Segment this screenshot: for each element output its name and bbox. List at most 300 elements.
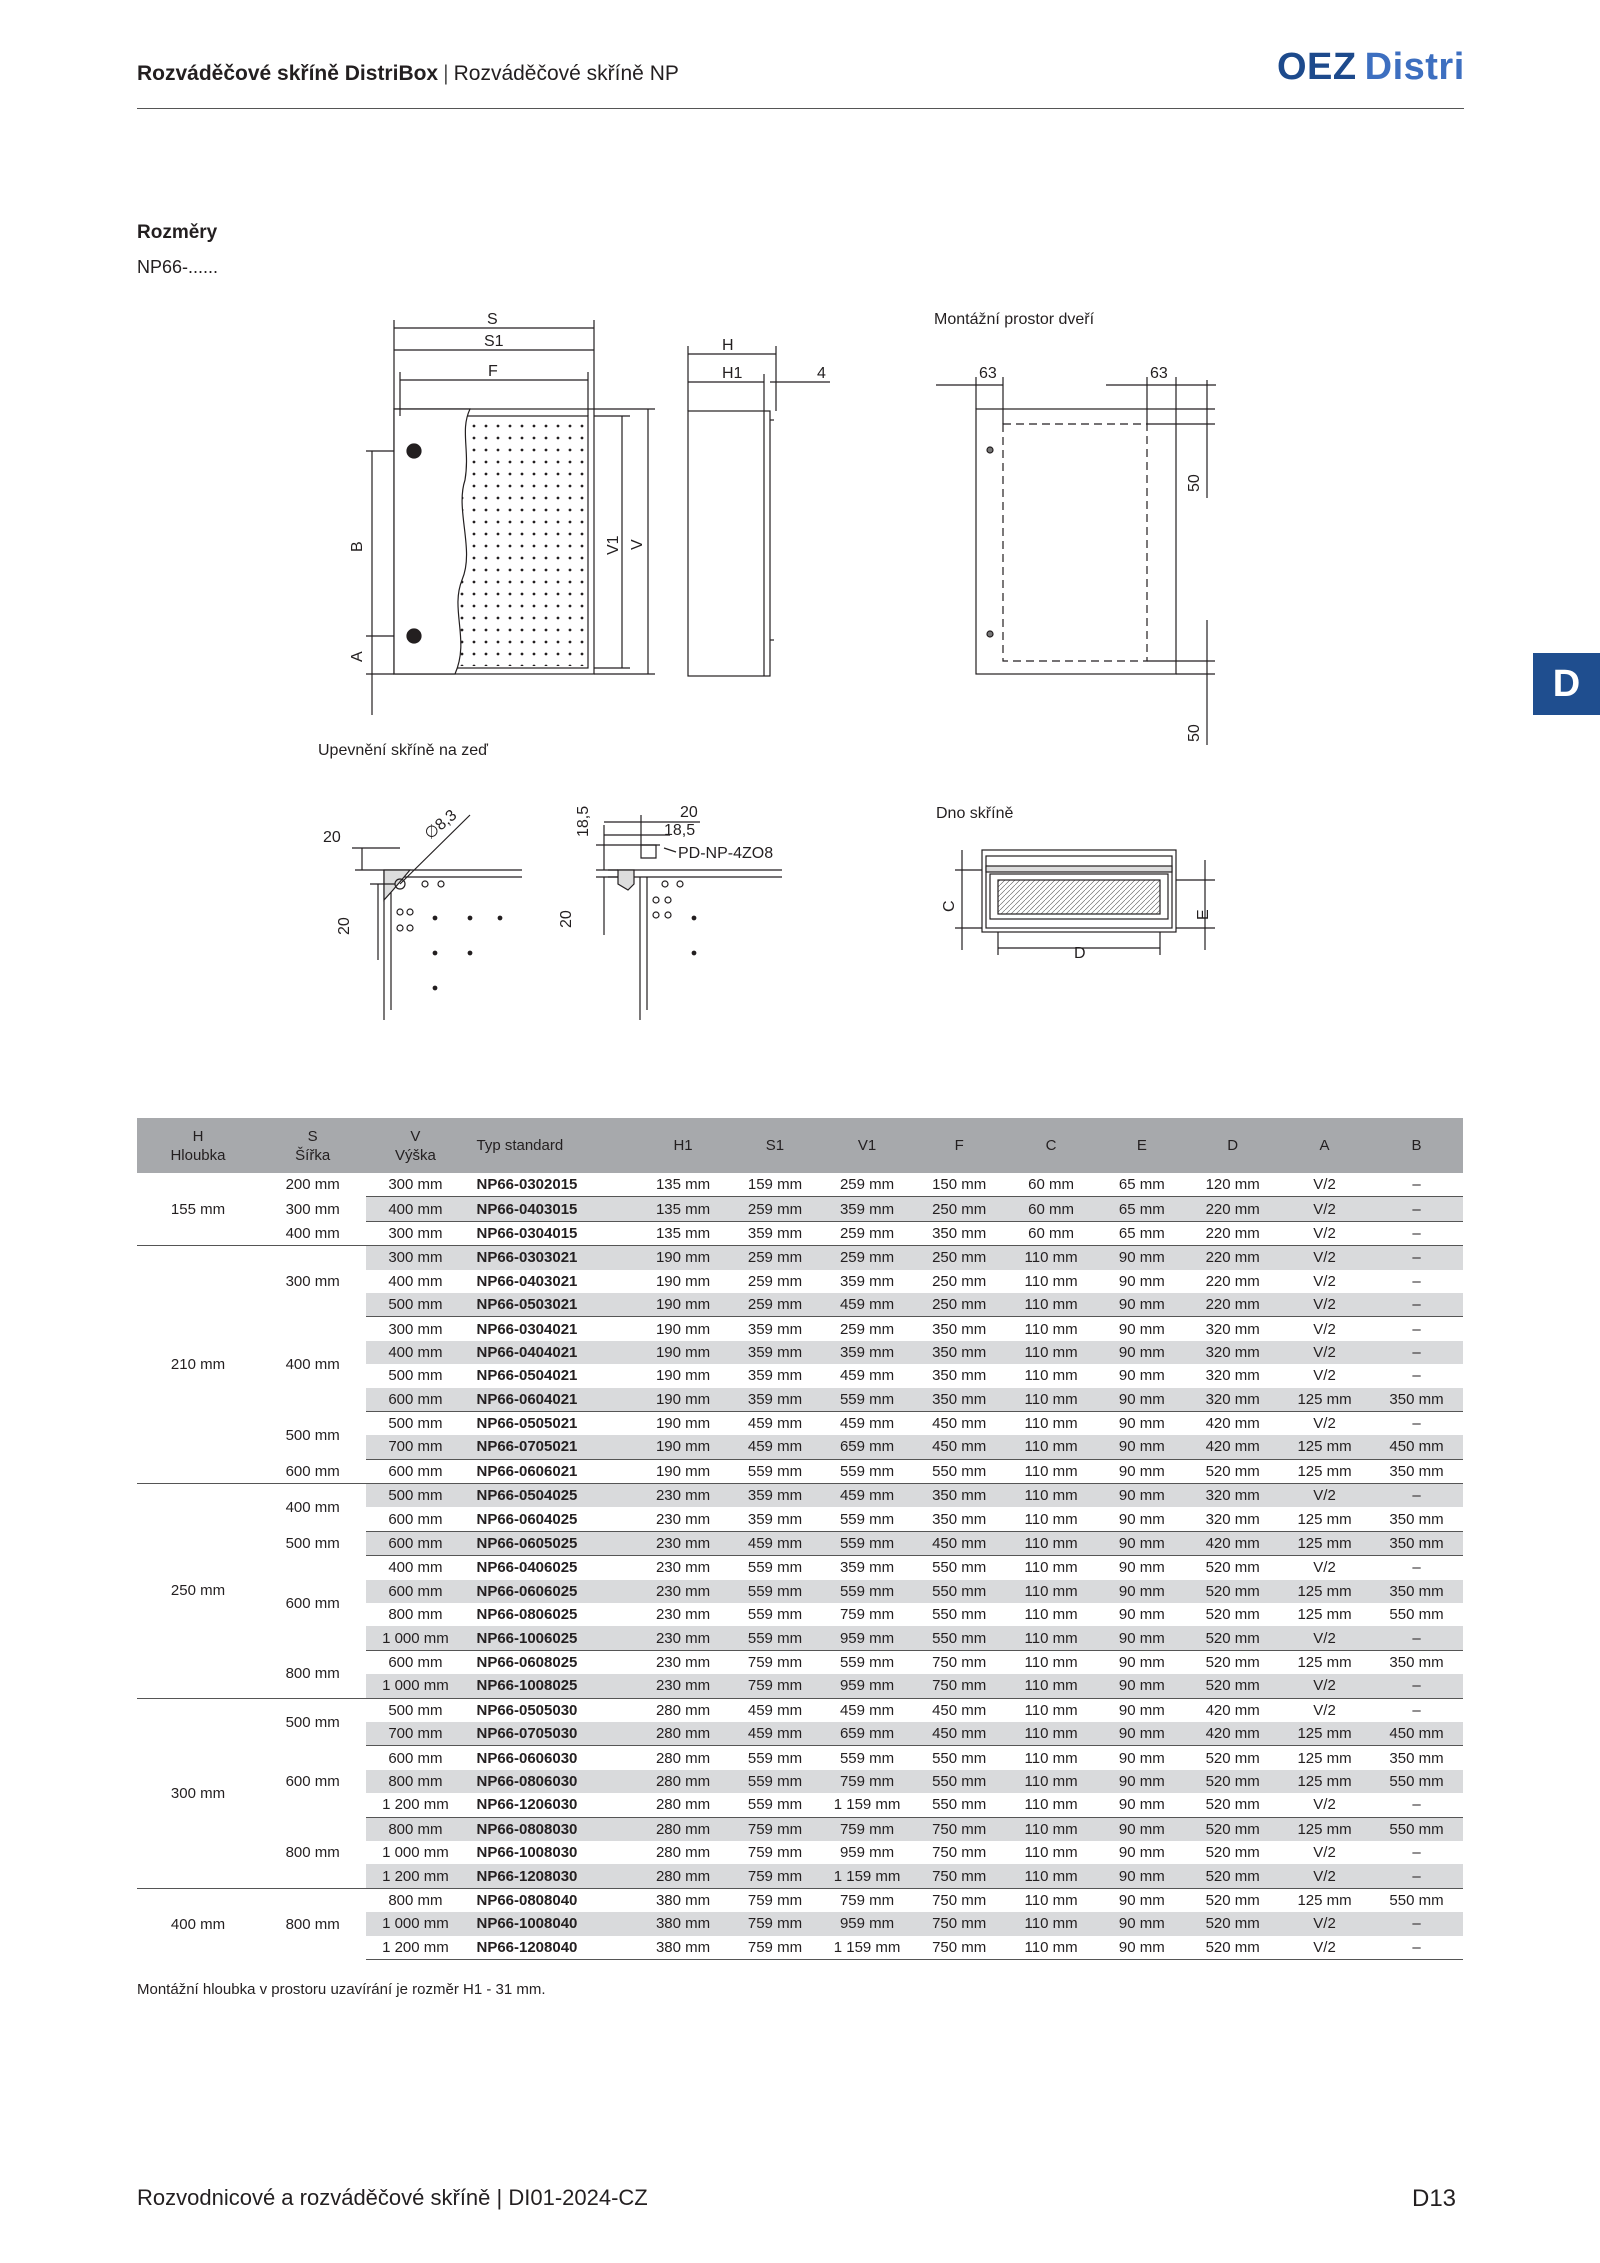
table-cell: –: [1412, 1367, 1421, 1385]
table-cell: 90 mm: [1097, 1770, 1186, 1793]
door-mounting-drawing: [936, 377, 1216, 745]
table-cell: 60 mm: [1028, 1176, 1074, 1194]
table-cell: 659 mm: [820, 1722, 913, 1746]
table-cell: 750 mm: [914, 1817, 1005, 1841]
width-cell: 400 mm: [259, 1484, 366, 1532]
table-cell: 110 mm: [1005, 1435, 1098, 1459]
table-cell: 259 mm: [730, 1197, 821, 1221]
table-cell: 700 mm: [366, 1722, 464, 1746]
table-cell: 280 mm: [637, 1770, 730, 1793]
table-cell: 380 mm: [637, 1936, 730, 1960]
table-cell: 350 mm: [914, 1317, 1005, 1341]
door-dim-top: 50: [1186, 474, 1203, 492]
table-cell: 750 mm: [914, 1888, 1005, 1912]
type-code-cell: NP66-0505021: [464, 1411, 636, 1435]
table-header-cell: [137, 1118, 259, 1173]
table-cell: 110 mm: [1024, 1367, 1078, 1385]
table-cell: 550 mm: [932, 1796, 987, 1814]
table-cell: 550 mm: [1370, 1888, 1463, 1912]
type-code-cell: NP66-0606025: [464, 1580, 636, 1603]
wall-dim-3: 18,5: [664, 822, 696, 839]
type-code-cell: NP66-1208040: [464, 1936, 636, 1960]
front-view-drawing: [366, 320, 655, 715]
table-cell: 1 200 mm: [366, 1864, 464, 1888]
table-cell: V/2: [1279, 1411, 1370, 1435]
type-code-cell: NP66-1006025: [464, 1626, 636, 1650]
table-header-line2: Výška: [395, 1146, 436, 1164]
table-row: [137, 1221, 1463, 1245]
table-cell: 300 mm: [366, 1221, 464, 1245]
type-code-cell: NP66-0505030: [464, 1698, 636, 1722]
table-cell: 110 mm: [1005, 1411, 1098, 1435]
table-cell: 520 mm: [1186, 1888, 1279, 1912]
table-cell: –: [1370, 1674, 1463, 1698]
table-cell: 259 mm: [730, 1246, 821, 1270]
table-header-cell: [820, 1118, 913, 1173]
table-header-line1: A: [1319, 1137, 1330, 1154]
table-cell: 800 mm: [366, 1770, 464, 1793]
table-row: [137, 1317, 1463, 1341]
table-cell: 190 mm: [655, 1272, 711, 1290]
table-cell: 320 mm: [1205, 1510, 1260, 1528]
table-cell: 459 mm: [820, 1411, 913, 1435]
table-cell: 380 mm: [637, 1912, 730, 1935]
type-code-cell: NP66-0806030: [464, 1770, 636, 1793]
table-cell: 220 mm: [1205, 1272, 1260, 1290]
table-cell: 190 mm: [637, 1459, 730, 1483]
table-cell: –: [1370, 1411, 1463, 1435]
table-cell: 559 mm: [820, 1388, 913, 1412]
dim-label-S: S: [487, 311, 498, 328]
table-cell: 110 mm: [1024, 1272, 1078, 1290]
table-cell: 550 mm: [932, 1606, 987, 1624]
table-cell: –: [1370, 1912, 1463, 1935]
table-cell: 550 mm: [914, 1746, 1005, 1770]
door-dim-right: 63: [1150, 365, 1168, 382]
table-cell: 90 mm: [1097, 1556, 1186, 1580]
table-cell: 359 mm: [730, 1317, 821, 1341]
table-header-line1: B: [1411, 1137, 1422, 1154]
table-cell: 400 mm: [366, 1556, 464, 1580]
table-cell: 359 mm: [839, 1272, 895, 1290]
table-cell: 320 mm: [1186, 1388, 1279, 1412]
table-cell: 110 mm: [1005, 1674, 1098, 1698]
type-code-cell: NP66-0808030: [464, 1817, 636, 1841]
table-cell: 320 mm: [1205, 1367, 1260, 1385]
table-header-cell: [464, 1118, 636, 1173]
part-code: PD-NP-4ZO8: [678, 845, 774, 862]
table-cell: 520 mm: [1186, 1864, 1279, 1888]
table-cell: 90 mm: [1118, 1844, 1165, 1862]
table-cell: V/2: [1279, 1864, 1370, 1888]
table-cell: 800 mm: [388, 1606, 443, 1624]
table-cell: 750 mm: [932, 1844, 987, 1862]
table-cell: 350 mm: [1370, 1388, 1463, 1412]
table-cell: 230 mm: [637, 1484, 730, 1508]
table-cell: 600 mm: [366, 1650, 464, 1674]
table-cell: V/2: [1279, 1698, 1370, 1722]
table-cell: 450 mm: [1370, 1435, 1463, 1459]
table-cell: 125 mm: [1279, 1435, 1370, 1459]
type-code-cell: NP66-0302015: [476, 1176, 578, 1194]
header-title-bold: Rozváděčové skříně DistriBox: [137, 62, 439, 85]
table-cell: 750 mm: [914, 1864, 1005, 1888]
table-cell: 1 000 mm: [366, 1912, 464, 1935]
table-cell: 135 mm: [637, 1197, 730, 1221]
table-row: [137, 1411, 1463, 1435]
table-cell: 250 mm: [914, 1246, 1005, 1270]
table-cell: 150 mm: [932, 1176, 987, 1194]
table-cell: 350 mm: [914, 1484, 1005, 1508]
table-cell: 125 mm: [1279, 1580, 1370, 1603]
table-cell: 450 mm: [1370, 1722, 1463, 1746]
wall-dim-6: 20: [558, 910, 575, 928]
table-cell: 350 mm: [1370, 1746, 1463, 1770]
table-header-line2: Hloubka: [170, 1146, 226, 1164]
table-cell: 359 mm: [820, 1197, 913, 1221]
table-cell: 90 mm: [1097, 1626, 1186, 1650]
table-cell: 90 mm: [1097, 1293, 1186, 1317]
table-cell: 230 mm: [655, 1510, 711, 1528]
table-cell: 759 mm: [730, 1888, 821, 1912]
table-cell: 90 mm: [1097, 1888, 1186, 1912]
table-cell: 90 mm: [1097, 1388, 1186, 1412]
table-cell: 110 mm: [1005, 1770, 1098, 1793]
table-cell: 90 mm: [1097, 1674, 1186, 1698]
table-cell: 110 mm: [1005, 1650, 1098, 1674]
table-cell: 90 mm: [1097, 1936, 1186, 1960]
table-cell: 110 mm: [1005, 1888, 1098, 1912]
table-cell: 1 000 mm: [366, 1674, 464, 1698]
table-cell: 659 mm: [820, 1435, 913, 1459]
table-cell: 420 mm: [1186, 1698, 1279, 1722]
table-cell: 280 mm: [655, 1844, 711, 1862]
table-cell: –: [1370, 1864, 1463, 1888]
table-cell: 110 mm: [1005, 1459, 1098, 1483]
dim-label-H1: H1: [722, 365, 743, 382]
table-cell: 259 mm: [820, 1221, 913, 1245]
table-cell: 520 mm: [1205, 1844, 1260, 1862]
table-cell: 110 mm: [1005, 1698, 1098, 1722]
depth-cell: 300 mm: [137, 1698, 259, 1888]
table-cell: 759 mm: [820, 1888, 913, 1912]
table-cell: 350 mm: [914, 1221, 1005, 1245]
table-row: [137, 1556, 1463, 1580]
table-cell: 559 mm: [730, 1770, 821, 1793]
table-cell: 350 mm: [914, 1388, 1005, 1412]
logo-part1: OEZ: [1277, 46, 1357, 88]
wall-mount-detail-1: [352, 815, 522, 1020]
table-cell: 65 mm: [1097, 1197, 1186, 1221]
table-header-line1: D: [1227, 1137, 1239, 1154]
table-cell: 359 mm: [730, 1484, 821, 1508]
table-cell: –: [1370, 1484, 1463, 1508]
table-cell: 90 mm: [1118, 1796, 1165, 1814]
table-header-line1: S: [307, 1127, 318, 1145]
table-cell: 359 mm: [747, 1510, 803, 1528]
type-code-cell: NP66-0304015: [464, 1221, 636, 1245]
table-cell: –: [1412, 1796, 1421, 1814]
table-header-cell: [259, 1118, 366, 1173]
table-cell: 350 mm: [1370, 1580, 1463, 1603]
table-cell: V/2: [1313, 1272, 1336, 1290]
table-cell: 500 mm: [366, 1411, 464, 1435]
table-cell: 420 mm: [1186, 1722, 1279, 1746]
table-cell: 520 mm: [1205, 1796, 1260, 1814]
table-row: [137, 1459, 1463, 1483]
table-cell: 230 mm: [637, 1580, 730, 1603]
bottom-label-C: C: [941, 900, 958, 912]
dimensions-table: [137, 1118, 1463, 1960]
table-cell: 350 mm: [932, 1510, 987, 1528]
type-code-cell: NP66-0705021: [464, 1435, 636, 1459]
table-header-line1: S1: [765, 1137, 785, 1154]
table-cell: 230 mm: [637, 1674, 730, 1698]
table-cell: 559 mm: [820, 1650, 913, 1674]
table-cell: V/2: [1313, 1844, 1336, 1862]
table-cell: 420 mm: [1186, 1435, 1279, 1459]
table-cell: –: [1412, 1176, 1421, 1194]
table-cell: 90 mm: [1118, 1510, 1165, 1528]
table-cell: V/2: [1313, 1367, 1336, 1385]
table-cell: 459 mm: [839, 1367, 895, 1385]
bottom-label-D: D: [1074, 945, 1086, 962]
header-separator: |: [443, 62, 449, 85]
type-code-cell: NP66-1206030: [476, 1796, 578, 1814]
page-number: D13: [1412, 2185, 1457, 2212]
header-title-rest: Rozváděčové skříně NP: [453, 62, 679, 85]
type-code-cell: NP66-0705030: [464, 1722, 636, 1746]
table-header-cell: [1370, 1118, 1463, 1173]
table-cell: 959 mm: [820, 1626, 913, 1650]
logo-part2: Distri: [1364, 46, 1465, 88]
table-cell: V/2: [1279, 1341, 1370, 1364]
table-cell: 190 mm: [637, 1317, 730, 1341]
table-cell: 459 mm: [730, 1435, 821, 1459]
table-cell: V/2: [1279, 1221, 1370, 1245]
table-cell: 90 mm: [1118, 1272, 1165, 1290]
wall-dim-5: 18,5: [575, 805, 592, 837]
table-cell: 280 mm: [637, 1817, 730, 1841]
table-cell: 190 mm: [637, 1388, 730, 1412]
width-cell: 600 mm: [259, 1556, 366, 1651]
dim-label-A: A: [349, 651, 366, 662]
table-row: [137, 1888, 1463, 1912]
table-cell: 750 mm: [914, 1650, 1005, 1674]
table-cell: 459 mm: [730, 1698, 821, 1722]
table-cell: 110 mm: [1005, 1817, 1098, 1841]
table-header-cell: [730, 1118, 821, 1173]
table-cell: 1 159 mm: [820, 1864, 913, 1888]
table-cell: 350 mm: [1370, 1650, 1463, 1674]
table-cell: 259 mm: [747, 1272, 803, 1290]
type-code-cell: NP66-0606021: [464, 1459, 636, 1483]
table-row: [137, 1817, 1463, 1841]
width-cell: 400 mm: [259, 1317, 366, 1412]
section-subtitle: NP66-......: [137, 257, 219, 277]
table-row: [137, 1197, 1463, 1221]
table-cell: 320 mm: [1186, 1341, 1279, 1364]
dim-label-S1: S1: [484, 333, 504, 350]
dim-label-F: F: [488, 363, 498, 380]
table-cell: 230 mm: [637, 1531, 730, 1555]
table-cell: 550 mm: [1389, 1606, 1444, 1624]
dim-label-4: 4: [817, 365, 826, 382]
table-cell: 959 mm: [820, 1912, 913, 1935]
table-cell: 400 mm: [388, 1272, 443, 1290]
table-cell: 459 mm: [730, 1411, 821, 1435]
table-cell: 125 mm: [1279, 1388, 1370, 1412]
table-cell: –: [1370, 1556, 1463, 1580]
table-cell: 750 mm: [914, 1936, 1005, 1960]
table-cell: 520 mm: [1186, 1650, 1279, 1674]
table-cell: 1 000 mm: [366, 1626, 464, 1650]
table-cell: 459 mm: [730, 1722, 821, 1746]
side-view-drawing: [688, 346, 830, 676]
table-cell: 110 mm: [1005, 1317, 1098, 1341]
table-header-line1: V: [410, 1127, 421, 1145]
table-cell: 759 mm: [730, 1864, 821, 1888]
type-code-cell: NP66-0604025: [476, 1510, 578, 1528]
width-cell: 400 mm: [259, 1221, 366, 1245]
section-tab: D: [1533, 653, 1600, 715]
table-cell: 300 mm: [366, 1317, 464, 1341]
table-cell: 110 mm: [1005, 1912, 1098, 1935]
table-cell: V/2: [1313, 1796, 1336, 1814]
table-cell: 90 mm: [1097, 1580, 1186, 1603]
table-cell: 459 mm: [730, 1531, 821, 1555]
table-cell: 600 mm: [366, 1580, 464, 1603]
table-cell: –: [1370, 1626, 1463, 1650]
table-row: [137, 1746, 1463, 1770]
table-cell: 190 mm: [637, 1341, 730, 1364]
table-cell: V/2: [1279, 1936, 1370, 1960]
table-cell: 559 mm: [820, 1459, 913, 1483]
table-cell: 459 mm: [820, 1293, 913, 1317]
type-code-cell: NP66-0504025: [464, 1484, 636, 1508]
type-code-cell: NP66-1008030: [476, 1844, 578, 1862]
table-cell: 125 mm: [1279, 1722, 1370, 1746]
table-cell: 125 mm: [1279, 1888, 1370, 1912]
table-cell: V/2: [1279, 1246, 1370, 1270]
table-cell: 1 159 mm: [833, 1796, 901, 1814]
bottom-label-E: E: [1195, 909, 1212, 920]
table-cell: 550 mm: [914, 1556, 1005, 1580]
table-cell: V/2: [1279, 1484, 1370, 1508]
table-header-line1: H: [192, 1127, 204, 1145]
table-cell: 90 mm: [1097, 1912, 1186, 1935]
table-cell: 259 mm: [820, 1317, 913, 1341]
table-cell: 159 mm: [747, 1176, 803, 1194]
table-cell: 459 mm: [820, 1484, 913, 1508]
type-code-cell: NP66-0806025: [476, 1606, 578, 1624]
table-cell: 90 mm: [1097, 1341, 1186, 1364]
table-cell: 350 mm: [932, 1367, 987, 1385]
table-cell: 759 mm: [820, 1770, 913, 1793]
table-cell: –: [1370, 1246, 1463, 1270]
table-cell: V/2: [1279, 1674, 1370, 1698]
wall-title: Upevnění skříně na zeď: [318, 742, 488, 759]
table-cell: 550 mm: [914, 1459, 1005, 1483]
type-code-cell: NP66-0404021: [464, 1341, 636, 1364]
table-cell: 220 mm: [1186, 1293, 1279, 1317]
table-cell: 60 mm: [1005, 1197, 1098, 1221]
table-cell: 60 mm: [1005, 1221, 1098, 1245]
table-cell: V/2: [1279, 1912, 1370, 1935]
table-cell: 520 mm: [1186, 1626, 1279, 1650]
table-cell: 125 mm: [1279, 1531, 1370, 1555]
table-row: [137, 1173, 1463, 1197]
table-cell: 230 mm: [637, 1626, 730, 1650]
table-cell: 90 mm: [1097, 1817, 1186, 1841]
type-code-cell: NP66-1208030: [464, 1864, 636, 1888]
table-cell: 450 mm: [914, 1435, 1005, 1459]
width-cell: 200 mm: [259, 1173, 366, 1197]
table-cell: 90 mm: [1097, 1722, 1186, 1746]
table-cell: 450 mm: [914, 1411, 1005, 1435]
table-cell: V/2: [1279, 1197, 1370, 1221]
table-cell: 110 mm: [1005, 1246, 1098, 1270]
type-code-cell: NP66-0403015: [464, 1197, 636, 1221]
table-cell: 759 mm: [747, 1844, 803, 1862]
table-cell: 550 mm: [914, 1580, 1005, 1603]
table-cell: 125 mm: [1279, 1459, 1370, 1483]
type-code-cell: NP66-0605025: [464, 1531, 636, 1555]
table-cell: –: [1370, 1936, 1463, 1960]
table-cell: 110 mm: [1005, 1746, 1098, 1770]
table-cell: 380 mm: [637, 1888, 730, 1912]
table-cell: –: [1370, 1341, 1463, 1364]
table-cell: 110 mm: [1024, 1844, 1078, 1862]
table-cell: 190 mm: [637, 1246, 730, 1270]
table-cell: 750 mm: [914, 1912, 1005, 1935]
table-cell: 550 mm: [1370, 1817, 1463, 1841]
table-row: [137, 1650, 1463, 1674]
table-cell: 300 mm: [388, 1176, 443, 1194]
type-code-cell: NP66-1008025: [464, 1674, 636, 1698]
table-cell: 1 200 mm: [366, 1936, 464, 1960]
table-cell: 500 mm: [366, 1293, 464, 1317]
type-code-cell: NP66-0304021: [464, 1317, 636, 1341]
table-cell: 359 mm: [747, 1367, 803, 1385]
dim-label-V: V: [629, 539, 646, 550]
type-code-cell: NP66-0604021: [464, 1388, 636, 1412]
type-code-cell: NP66-0403021: [476, 1272, 578, 1290]
type-code-cell: NP66-0503021: [464, 1293, 636, 1317]
type-code-cell: NP66-0504021: [476, 1367, 578, 1385]
table-cell: 1 159 mm: [820, 1936, 913, 1960]
table-cell: 125 mm: [1297, 1606, 1352, 1624]
table-cell: 400 mm: [366, 1341, 464, 1364]
table-cell: 420 mm: [1186, 1531, 1279, 1555]
table-cell: 459 mm: [820, 1698, 913, 1722]
type-code-cell: NP66-0808040: [464, 1888, 636, 1912]
type-code-cell: NP66-0608025: [464, 1650, 636, 1674]
table-cell: 125 mm: [1279, 1650, 1370, 1674]
table-cell: 90 mm: [1097, 1698, 1186, 1722]
section-title: Rozměry: [137, 222, 218, 243]
wall-dim-2: 20: [336, 917, 353, 935]
table-cell: 359 mm: [730, 1341, 821, 1364]
table-cell: 120 mm: [1205, 1176, 1260, 1194]
table-cell: 559 mm: [747, 1796, 803, 1814]
table-cell: 559 mm: [730, 1459, 821, 1483]
table-cell: 559 mm: [730, 1746, 821, 1770]
table-cell: 300 mm: [366, 1246, 464, 1270]
table-cell: 135 mm: [655, 1176, 711, 1194]
table-cell: 110 mm: [1005, 1484, 1098, 1508]
table-row: [137, 1484, 1463, 1508]
